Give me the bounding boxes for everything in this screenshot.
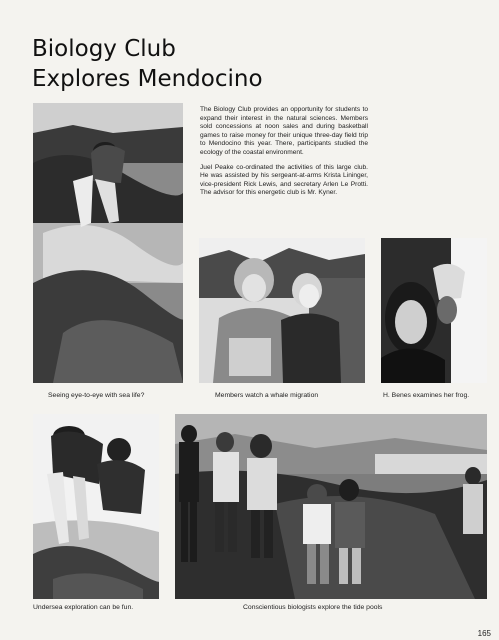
caption-photo-2: Members watch a whale migration — [215, 392, 319, 399]
photo-sea-life — [33, 103, 183, 383]
title-line-2: Explores Mendocino — [32, 66, 263, 92]
page-number: 165 — [477, 629, 491, 638]
photo-whale-migration — [199, 238, 365, 383]
page-title — [32, 34, 332, 94]
photo-tide-pools — [175, 414, 487, 599]
caption-photo-4: Undersea exploration can be fun. — [33, 604, 134, 611]
body-text — [200, 106, 368, 204]
body-paragraph-1: The Biology Club provides an opportunity for students to expand their interest in the natural sciences. Members sold concessions at noon sales and during basketball games to raise money for their unique three-day field trip to Mendocino this year. There, participants studied the ecology of the coastal environment. — [200, 106, 368, 156]
photo-undersea — [33, 414, 159, 599]
caption-photo-5: Conscientious biologists explore the tide pools — [243, 604, 383, 611]
title-line-1: Biology Club — [32, 36, 176, 62]
caption-photo-1: Seeing eye-to-eye with sea life? — [48, 392, 145, 399]
body-paragraph-2: Juel Peake co-ordinated the activities of this large club. He was assisted by his sergeant-at-arms Krista Lininger, vice-president Rick Lewis, and secretary Arlen Le Protti. The advisor for this energetic club is Mr. Kyner. — [200, 163, 368, 197]
photo-frog — [381, 238, 487, 383]
caption-photo-3: H. Benes examines her frog. — [383, 392, 470, 399]
